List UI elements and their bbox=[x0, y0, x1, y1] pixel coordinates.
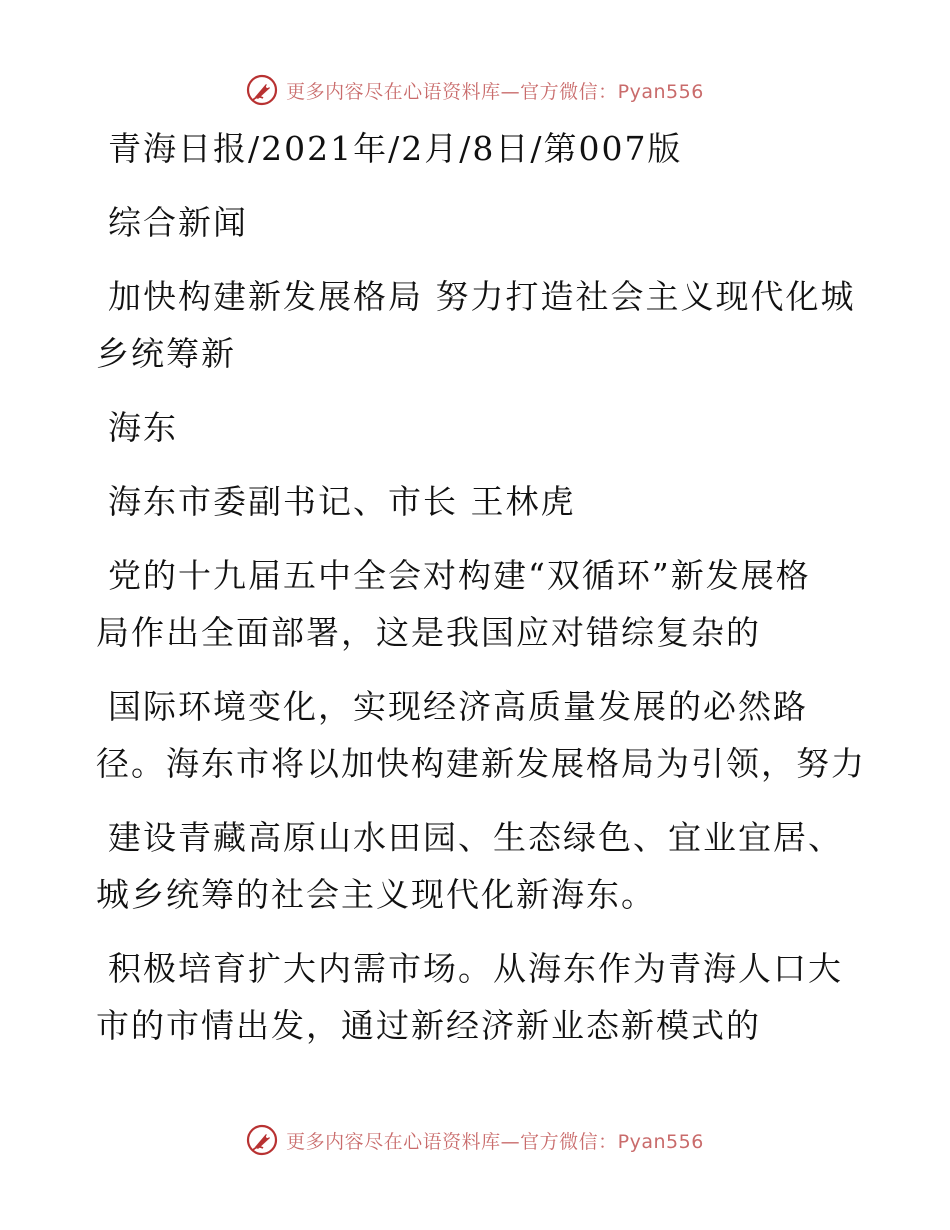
pen-nib-logo-icon bbox=[246, 1124, 278, 1156]
text-line: 建设青藏高原山水田园、生态绿色、宜业宜居、 bbox=[108, 818, 843, 857]
article-subtitle bbox=[96, 399, 856, 456]
text-line: 城乡统筹的社会主义现代化新海东。 bbox=[96, 875, 656, 914]
body-paragraph bbox=[96, 809, 856, 923]
watermark-text: 更多内容尽在心语资料库—官方微信：Pyan556 bbox=[286, 1130, 704, 1153]
text-line: 乡统筹新 bbox=[96, 334, 236, 373]
footer-watermark bbox=[0, 1120, 950, 1160]
dateline bbox=[96, 120, 856, 177]
text-line: 积极培育扩大内需市场。从海东作为青海人口大 bbox=[108, 949, 843, 988]
body-paragraph bbox=[96, 678, 866, 792]
body-paragraph bbox=[96, 940, 856, 1054]
text-line: 市的市情出发，通过新经济新业态新模式的 bbox=[96, 1006, 761, 1045]
body-paragraph bbox=[96, 547, 856, 661]
watermark-text: 更多内容尽在心语资料库—官方微信：Pyan556 bbox=[286, 80, 704, 103]
text-line: 海东市委副书记、市长 王林虎 bbox=[108, 482, 576, 521]
text-line: 局作出全面部署，这是我国应对错综复杂的 bbox=[96, 613, 761, 652]
pen-nib-logo-icon bbox=[246, 74, 278, 106]
text-line: 加快构建新发展格局 努力打造社会主义现代化城 bbox=[108, 277, 856, 316]
article-title bbox=[96, 268, 856, 382]
article-body bbox=[96, 120, 866, 1071]
author-byline bbox=[96, 473, 856, 530]
text-line: 青海日报/2021年/2月/8日/第007版 bbox=[108, 129, 683, 168]
text-line: 海东 bbox=[108, 408, 178, 447]
text-line: 国际环境变化，实现经济高质量发展的必然路 bbox=[108, 687, 808, 726]
text-line: 综合新闻 bbox=[108, 203, 248, 242]
text-line: 党的十九届五中全会对构建“双循环”新发展格 bbox=[108, 556, 811, 595]
header-watermark bbox=[0, 70, 950, 110]
section-label bbox=[96, 194, 856, 251]
text-line: 径。海东市将以加快构建新发展格局为引领，努力 bbox=[96, 744, 866, 783]
